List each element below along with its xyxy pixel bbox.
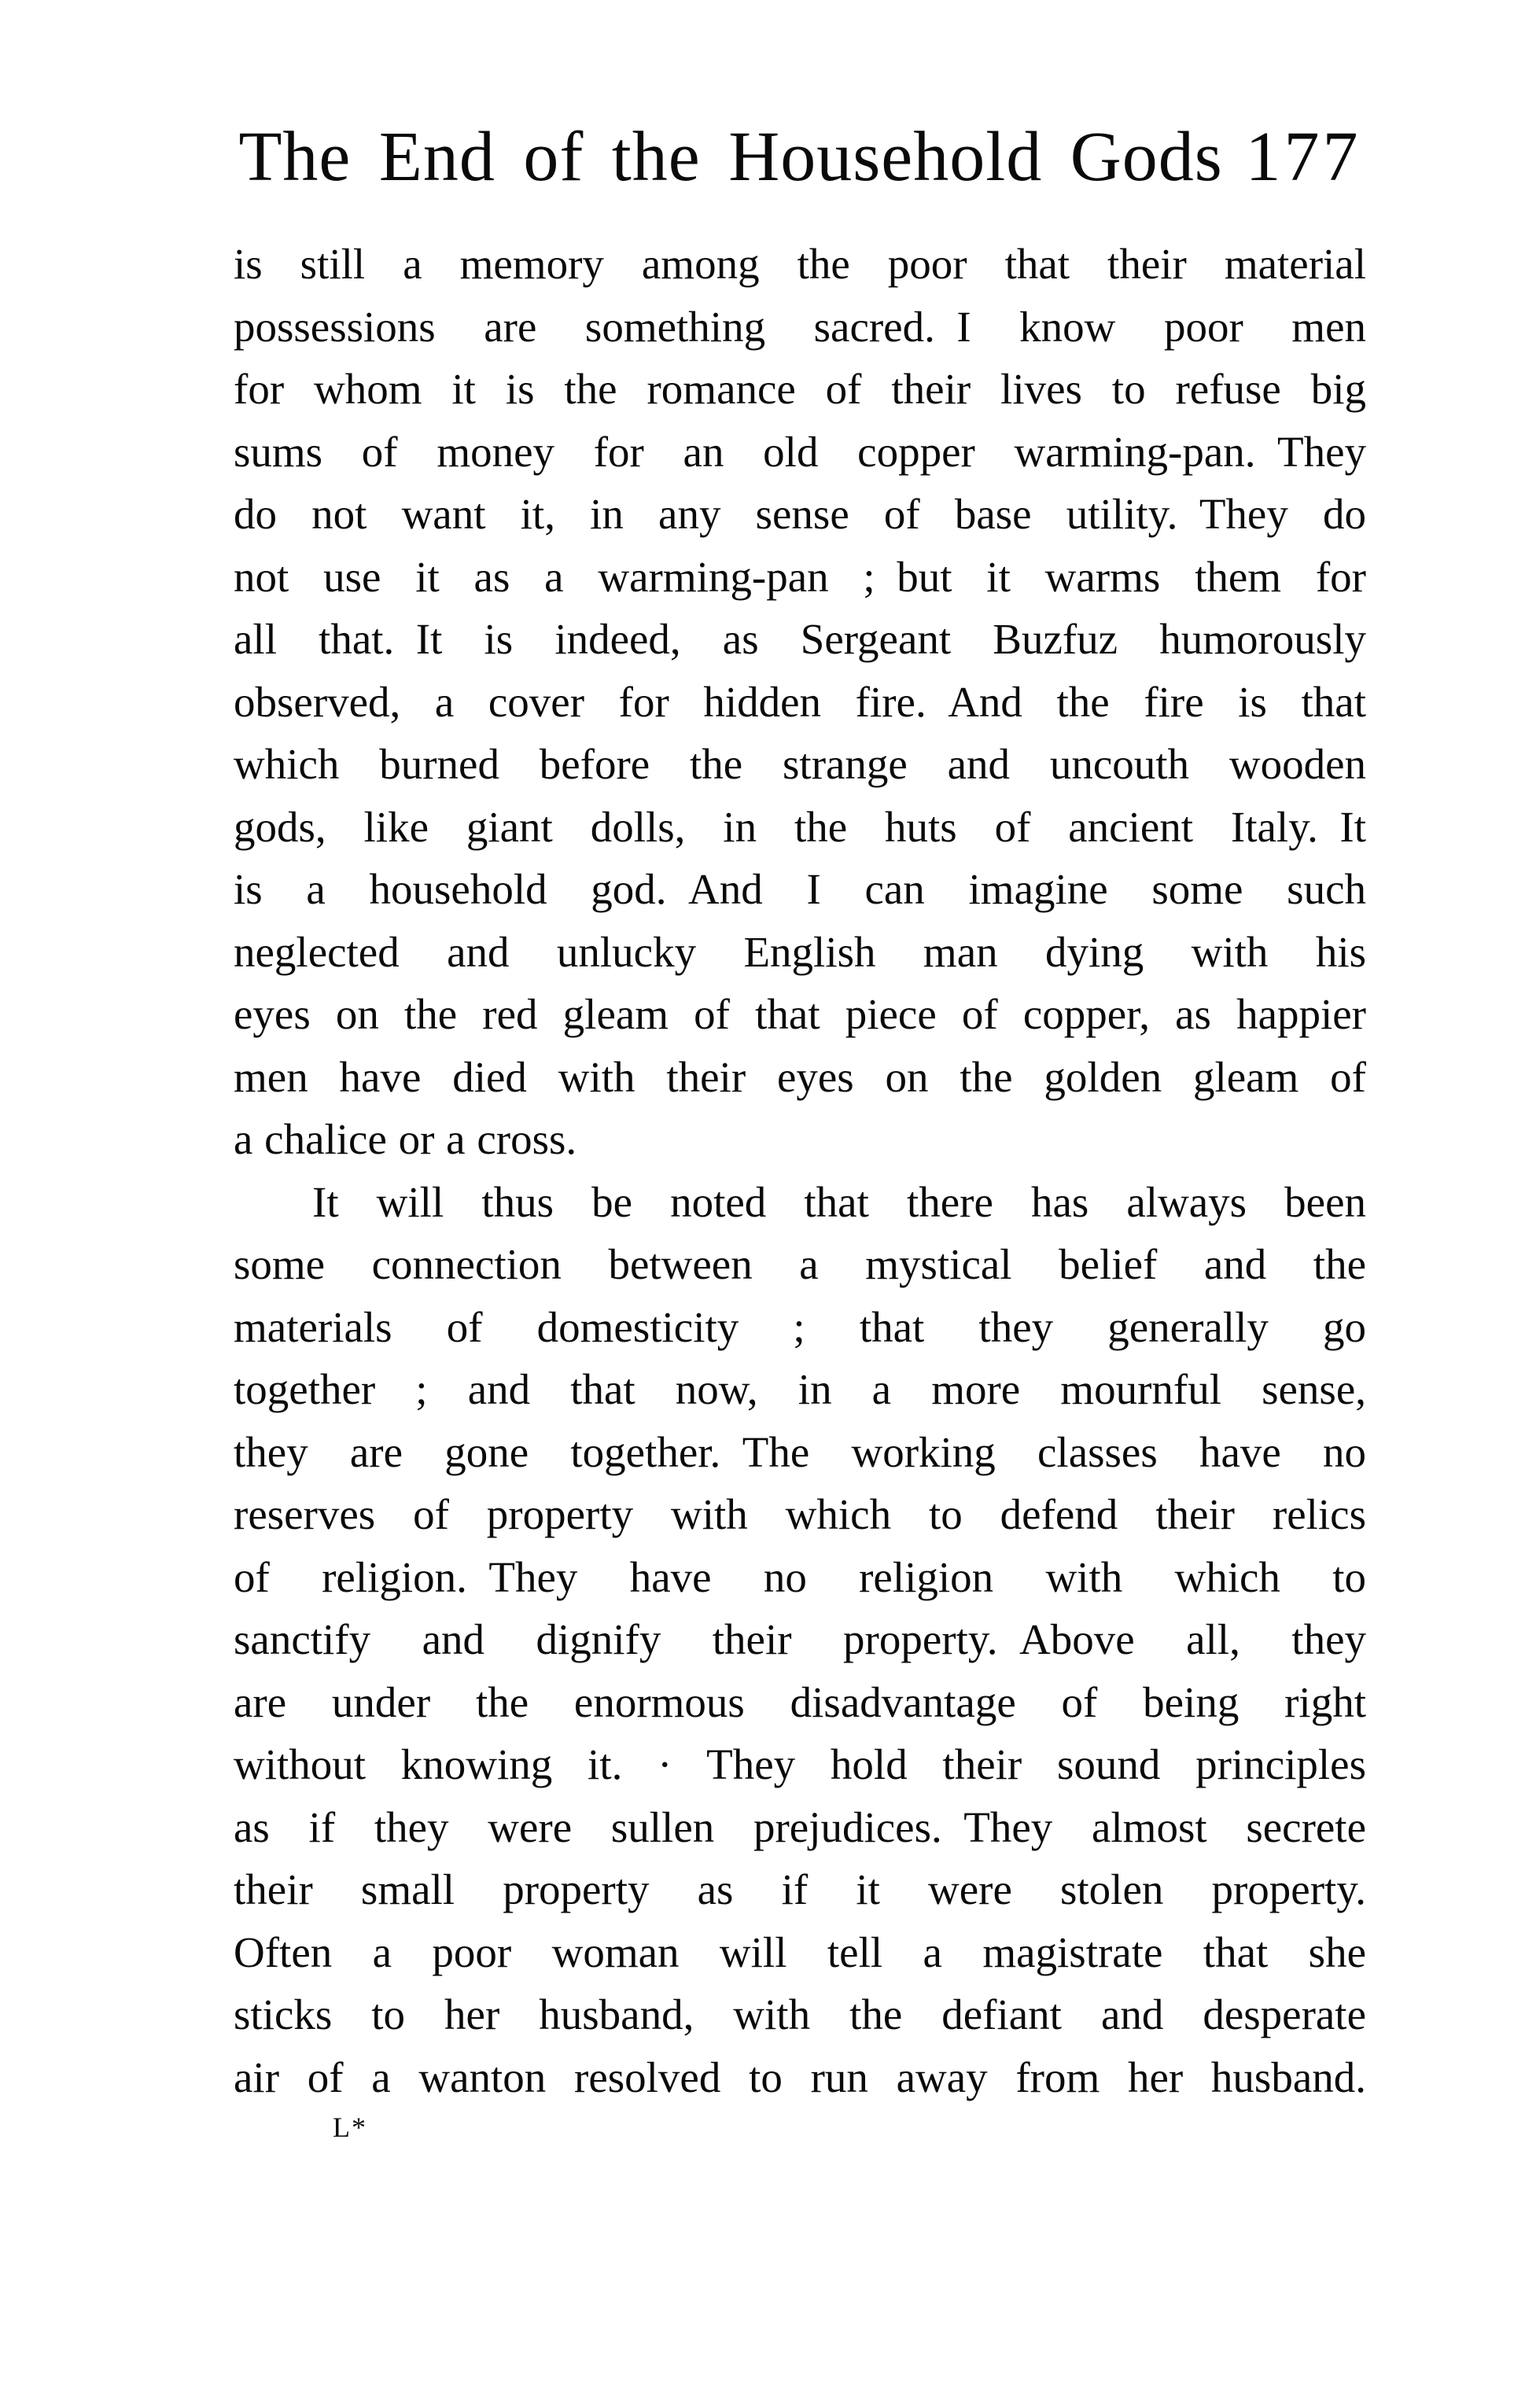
text-line: sanctify and dignify their property. Above all, they xyxy=(234,1615,1366,1663)
text-line: not use it as a warming-pan ; but it warms them for xyxy=(234,552,1366,601)
text-line: they are gone together. The working classes have no xyxy=(234,1427,1366,1476)
page-number: 177 xyxy=(1245,118,1361,196)
text-line: are under the enormous disadvantage of being right xyxy=(234,1677,1366,1726)
text-line: is a household god. And I can imagine some such xyxy=(234,865,1366,913)
text-line: some connection between a mystical belief and the xyxy=(234,1240,1366,1288)
text-line: Often a poor woman will tell a magistrate that she xyxy=(234,1928,1366,1976)
text-line: reserves of property with which to defend their relics xyxy=(234,1490,1366,1538)
page-text xyxy=(234,233,1366,2145)
text-line: neglected and unlucky English man dying with his xyxy=(234,927,1366,976)
text-line: a chalice or a cross. xyxy=(234,1115,577,1163)
paragraph-2 xyxy=(234,1171,1366,2109)
text-line: without knowing it. · They hold their sound principles xyxy=(234,1740,1366,1788)
text-line: their small property as if it were stolen property. xyxy=(234,1865,1366,1913)
text-line: men have died with their eyes on the golden gleam of xyxy=(234,1052,1366,1101)
text-line: for whom it is the romance of their lives to refuse big xyxy=(234,365,1366,413)
text-line: It will thus be noted that there has always been xyxy=(312,1177,1366,1226)
text-line: which burned before the strange and uncouth wooden xyxy=(234,740,1366,788)
paragraph-1 xyxy=(234,233,1366,1171)
running-head xyxy=(234,116,1366,198)
text-line: observed, a cover for hidden fire. And the fire is that xyxy=(234,677,1366,726)
text-line: together ; and that now, in a more mournful sense, xyxy=(234,1365,1366,1413)
text-line: air of a wanton resolved to run away from her husband. xyxy=(234,2053,1366,2101)
text-line: as if they were sullen prejudices. They almost secrete xyxy=(234,1802,1366,1851)
text-line: gods, like giant dolls, in the huts of ancient Italy. It xyxy=(234,802,1366,851)
text-line: sticks to her husband, with the defiant and desperate xyxy=(234,1990,1366,2038)
running-head-title: The End of the Household Gods xyxy=(238,118,1223,196)
text-line: sums of money for an old copper warming-pan. They xyxy=(234,427,1366,476)
printers-signature-mark: L* xyxy=(333,2112,367,2143)
text-line: of religion. They have no religion with which to xyxy=(234,1552,1366,1601)
text-line: eyes on the red gleam of that piece of copper, as happier xyxy=(234,990,1366,1038)
text-line: is still a memory among the poor that their material xyxy=(234,240,1366,288)
text-line: all that. It is indeed, as Sergeant Buzfuz humorously xyxy=(234,615,1366,663)
text-line: possessions are something sacred. I know poor men xyxy=(234,302,1366,351)
text-line: materials of domesticity ; that they generally go xyxy=(234,1302,1366,1351)
text-line: do not want it, in any sense of base utility. They do xyxy=(234,490,1366,538)
